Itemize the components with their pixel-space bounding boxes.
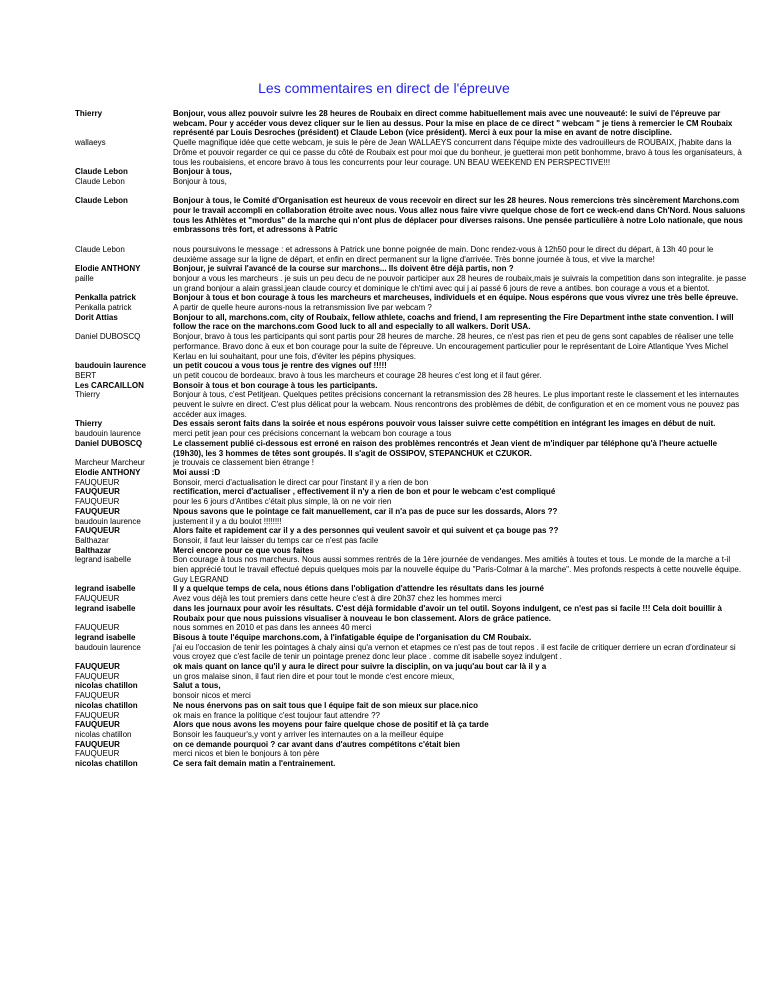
comment-author: nicolas chatillon [75,700,138,710]
comment-row [75,468,747,478]
comment-author: FAUQUEUR [75,497,120,507]
comment-author: baudouin laurence [75,516,141,526]
comment-text: rectification, merci d'actualiser , effectivement il n'y a rien de bon et pour le webcam c'est compliqué [173,487,556,497]
comment-text: Salut a tous, [173,681,221,691]
comment-text: nous sommes en 2010 et pas dans les annees 40 merci [173,623,372,633]
comment-author: Marcheur Marcheur [75,458,145,468]
comment-author: FAUQUEUR [75,487,120,497]
comment-text: Bonjour, bravo à tous les participants qui sont partis pour 28 heures de marche. 28 heures, ce n'est pas rien et peu de gens sont capables de réaliser une telle performance. Bravo donc à eux et bon courage pour la suite de l'épreuve. Un encouragement particulier pour le représentant de Loire Atlantique Yves Michel Kerlau en lui souhaitant, pour une fois, d'éviter les pépins physiques. [173,332,734,361]
comment-text: merci petit jean pour ces précisions concernant la webcam bon courage a tous [173,429,452,439]
comment-text: Npous savons que le pointage ce fait manuellement, car il n'a pas de puce sur les dossards, Alors ?? [173,506,558,516]
comment-row [75,526,747,536]
comment-row [75,749,747,759]
comment-author: Balthazar [75,535,109,545]
comment-author: paille [75,273,94,283]
comment-row [75,478,747,488]
comment-author: FAUQUEUR [75,720,120,730]
comment-row [75,264,747,274]
comment-row [75,546,747,556]
comment-row [75,701,747,711]
comment-row [75,429,747,439]
comment-author: Elodie ANTHONY [75,467,141,477]
comment-text: Bonjour à tous, [173,167,232,177]
comment-text: merci nicos et bien le bonjours à ton père [173,749,320,759]
comment-author: nicolas chatillon [75,759,138,769]
comment-text: Ne nous énervons pas on sait tous que l équipe fait de son mieux sur place.nico [173,700,478,710]
comment-row [75,643,747,662]
comment-author: FAUQUEUR [75,477,120,487]
comment-row [75,361,747,371]
comment-author: Daniel DUBOSCQ [75,438,143,448]
comment-row [75,487,747,497]
comment-text: Bonjour to all, marchons.com, city of Roubaix, fellow athlete, coachs and friend, I am representing the Fire Department inthe state convention. I will follow the race on the marchons.com Good luck to all and especially to all walkers. Dorit USA. [173,312,734,332]
comment-text: nous poursuivons le message : et adressons à Patrick une bonne poignée de main. Donc rendez-vous à 12h50 pour le direct du départ, à 13h 40 pour le deuxième assage sur la ligne de départ, et enfin en direct permanent sur la ligne d'arrivée. Très bonne journée à tous, et vive la marche! [173,244,714,264]
comment-text: Bon courage à tous nos marcheurs. Nous aussi sommes rentrés de la 1ère journée de vendanges. Mes amitiés à toutes et tous. Le monde de la marche a t-il bien apprécié tout le travail effectué depuis quelques mois par la nouvelle équipe du "Paris-Colmar à la marche". Mes profonds respects à cette nouvelle équipe. Guy LEGRAND [173,555,742,584]
comment-row [75,594,747,604]
comment-author: FAUQUEUR [75,671,120,681]
comment-row [75,517,747,527]
comment-author: legrand isabelle [75,632,136,642]
comment-author: Dorit Attias [75,312,118,322]
comment-row [75,507,747,517]
comment-author: FAUQUEUR [75,662,120,672]
comment-author: legrand isabelle [75,584,136,594]
comment-text: Bonjour, je suivrai l'avancé de la course sur marchons... Ils doivent être déjà partis, non ? [173,264,514,274]
comment-text: Bonsoir à tous et bon courage à tous les participants. [173,380,378,390]
comment-text: Bonsoir les fauqueur's,y vont y arriver les internautes on a la meilleur équipe [173,729,444,739]
comment-text: bonjour a vous les marcheurs . je suis un peu decu de ne pouvoir participer aux 28 heures de roubaix,mais je suivrais la competition dans son integralite. je passe un grand bonjour a alain grassi,jean claude courcy et dominique le ch'timi avec qui j ai passé 6 jours de reve a antibes. bon courage a vous et a bientot. [173,273,747,293]
comment-text: Bonsoir, il faut leur laisser du temps car ce n'est pas facile [173,535,379,545]
comment-author: Claude Lebon [75,167,128,177]
comment-text: pour les 6 jours d'Antibes c'était plus simple, là on ne voir rien [173,497,392,507]
comment-author: Les CARCAILLON [75,380,144,390]
comment-row [75,196,747,235]
comment-author: baudouin laurence [75,361,147,371]
comment-text: Il y a quelque temps de cela, nous étions dans l'obligation d'attendre les résultats dans les journé [173,584,545,594]
comment-row [75,720,747,730]
comment-row [75,759,747,769]
comment-row [75,293,747,303]
comment-row [75,138,747,167]
comment-row [75,313,747,332]
comment-row [75,730,747,740]
comment-author: FAUQUEUR [75,691,120,701]
comment-author: Thierry [75,390,100,400]
comment-row [75,177,747,187]
comment-text: on ce demande pourquoi ? car avant dans d'autres compétitons c'était bien [173,739,460,749]
comment-row [75,604,747,623]
comment-text: Bonjour à tous et bon courage à tous les marcheurs et marcheuses, individuels et en équipe. Nous espérons que vous vivrez une très belle épreuve. [173,293,739,303]
comment-row [75,681,747,691]
comment-row [75,274,747,293]
comment-row [75,633,747,643]
comment-text: Avez vous déjà les tout premiers dans cette heure c'est à dire 20h37 chez les hommes merci [173,594,502,604]
comment-text: ok mais en france la politique c'est toujour faut attendre ?? [173,710,380,720]
comment-text: bonsoir nicos et merci [173,691,251,701]
comment-row [75,390,747,419]
comment-text: je trouvais ce classement bien étrange ! [173,458,314,468]
comment-text: Alors que nous avons les moyens pour faire quelque chose de positif et là ça tarde [173,720,489,730]
comment-text: dans les journaux pour avoir les résultats. C'est déjà formidable d'avoir un tel outil. Soyons indulgent, ce n'est pas si facile !!! Cela doit bouillir à Roubaix pour que nous puissions visualiser à nouveau le bon classement. Alors de grâce patience. [173,603,722,623]
comment-row [75,740,747,750]
comment-author [75,235,173,245]
comment-row [75,303,747,313]
comment-row [75,536,747,546]
comment-row [75,419,747,429]
comment-row [75,439,747,458]
comment-text: Bonjour à tous, c'est Petitjean. Quelques petites précisions concernant la retransmission des 28 heures. Le plus important reste le classement et les internautes peuvent le suivre en direct. C'est plus délicat pour la webcam. Nous rencontrons des problèmes de débit, de configuration et en ce moment vous ne pouvez pas accéder aux images. [173,390,740,419]
comment-row [75,497,747,507]
comment-row [75,711,747,721]
comment-row [75,672,747,682]
comment-author: FAUQUEUR [75,594,120,604]
comment-text: Des essais seront faits dans la soirée et nous espérons pouvoir vous laisser suivre cette compétition en intégrant les images en début de nuit. [173,419,716,429]
comment-row [75,332,747,361]
comment-author: Claude Lebon [75,196,128,206]
comment-author: Thierry [75,109,103,118]
comment-author: nicolas chatillon [75,681,138,691]
comment-author: baudouin laurence [75,429,141,439]
comments-list [75,109,747,769]
comment-text: ok mais quant on lance qu'il y aura le direct pour suivre la disciplin, on va juqu'au bout car là il y a [173,662,547,672]
comment-row [75,381,747,391]
comment-text: Bonjour, vous allez pouvoir suivre les 28 heures de Roubaix en direct comme habituellement mais avec une nouveauté: le suivi de l'épreuve par webcam. Pour y accéder vous devez cliquer sur le lien au dessus. Pour la mise en place de ce direct " webcam " je tiens à remercier le CM Roubaix représenté par Louis Desroches (président) et Claude Lebon (vice président). Merci à eux pour la mise en avant de notre discipline. [173,109,733,138]
comment-author: Penkalla patrick [75,293,136,303]
comment-author: Elodie ANTHONY [75,264,141,274]
comment-text: un petit coucou a vous tous je rentre des vignes ouf !!!!! [173,361,387,371]
comment-author: FAUQUEUR [75,526,120,536]
comment-row [75,584,747,594]
comment-text: A partir de quelle heure aurons-nous la retransmission live par webcam ? [173,303,432,313]
comment-row [75,245,747,264]
comment-author: Penkalla patrick [75,303,132,313]
comment-row [75,662,747,672]
comment-author: BERT [75,370,97,380]
comment-author: FAUQUEUR [75,506,120,516]
comment-text: Moi aussi :D [173,467,221,477]
comment-author: Claude Lebon [75,244,125,254]
comment-text: Bonjour à tous, le Comité d'Organisation est heureux de vous recevoir en direct sur les 28 heures. Nous remercions très sincèrement Marchons.com pour le travail accompli en collaboration étroite avec nous. Vous allez nous faire vivre quelque chose de fort ce weck-end dans Ch'Nord. Nous saluons tous les Athlètes et "mordus" de la marche qui n'ont plus de déplacer pour diverses raisons. Une pensée particulière à notre Lolo nationale, que nous embrassons très fort, et adressons à Patric [173,196,746,235]
comment-text [173,187,747,197]
comment-author [75,187,173,197]
comment-row [75,371,747,381]
comment-row [75,187,747,197]
comment-author: legrand isabelle [75,555,132,565]
comment-author: baudouin laurence [75,642,141,652]
comment-row [75,623,747,633]
comment-row [75,235,747,245]
comment-text: Le classement publié ci-dessous est erroné en raison des problèmes rencontrés et Jean vient de m'indiquer par téléphone qu'à l'heure actuelle (19h30), les 3 hommes de têtes sont groupés. Il s'agit de OSSIPOV, STEPANCHUK et CZUKOR. [173,438,718,458]
comment-author: Daniel DUBOSCQ [75,332,141,342]
comment-text: justement il y a du boulot !!!!!!!! [173,516,282,526]
comment-text: Quelle magnifique idée que cette webcam, je suis le père de Jean WALLAEYS concurrent dans l'équipe mixte des vadrouilleurs de ROUBAIX, j'habite dans la Drôme et pouvoir regarder ce qui ce passe du côté de Roubaix est pour moi que du bonheur, je guetterai mon petit bonhomme, bravo à tous les organisateurs, à tous les roubaisiens, et encore bravo à tous les concurrents pour leur courage. UN BEAU WEEKEND EN PERSPECTIVE!!! [173,138,742,167]
comment-text: un gros malaise sinon, il faut rien dire et pour tout le monde c'est encore mieux, [173,671,455,681]
comment-author: FAUQUEUR [75,710,120,720]
comment-row [75,458,747,468]
comment-row [75,109,747,138]
comment-author: wallaeys [75,138,106,148]
comment-row [75,691,747,701]
comment-author: Claude Lebon [75,176,125,186]
comment-author: legrand isabelle [75,603,136,613]
comment-text: Bonsoir, merci d'actualisation le direct car pour l'instant il y a rien de bon [173,477,429,487]
comment-row [75,167,747,177]
comment-text: j'ai eu l'occasion de tenir les pointages à chaly ainsi qu'a vernon et etapmes ce n'est pas de tout repos . il est facile de critiquer derriere un ecran d'ordinateur si vous croyez que c'est facile de tenir un pointage prenez donc leur place . comme dit isabelle soyez indulgent . [173,642,736,662]
page-title: Les commentaires en direct de l'épreuve [258,80,510,96]
comment-author: Thierry [75,419,103,429]
comment-text: Bisous à toute l'équipe marchons.com, à l'infatigable équipe de l'organisation du CM Roubaix. [173,632,532,642]
comment-text: Merci encore pour ce que vous faites [173,545,314,555]
comment-author: Balthazar [75,545,112,555]
comment-text: Ce sera fait demain matin a l'entrainement. [173,759,336,769]
comment-row [75,555,747,584]
comment-author: FAUQUEUR [75,749,120,759]
comment-text: Bonjour à tous, [173,176,227,186]
comment-author: FAUQUEUR [75,623,120,633]
comment-text [173,235,747,245]
comment-text: un petit coucou de bordeaux. bravo à tous les marcheurs et courage 28 heures c'est long et il faut gérer. [173,370,542,380]
comment-author: nicolas chatillon [75,729,132,739]
comment-text: Alors faite et rapidement car il y a des personnes qui veulent savoir et qui suivent et ça bouge pas ?? [173,526,559,536]
comment-author: FAUQUEUR [75,739,120,749]
